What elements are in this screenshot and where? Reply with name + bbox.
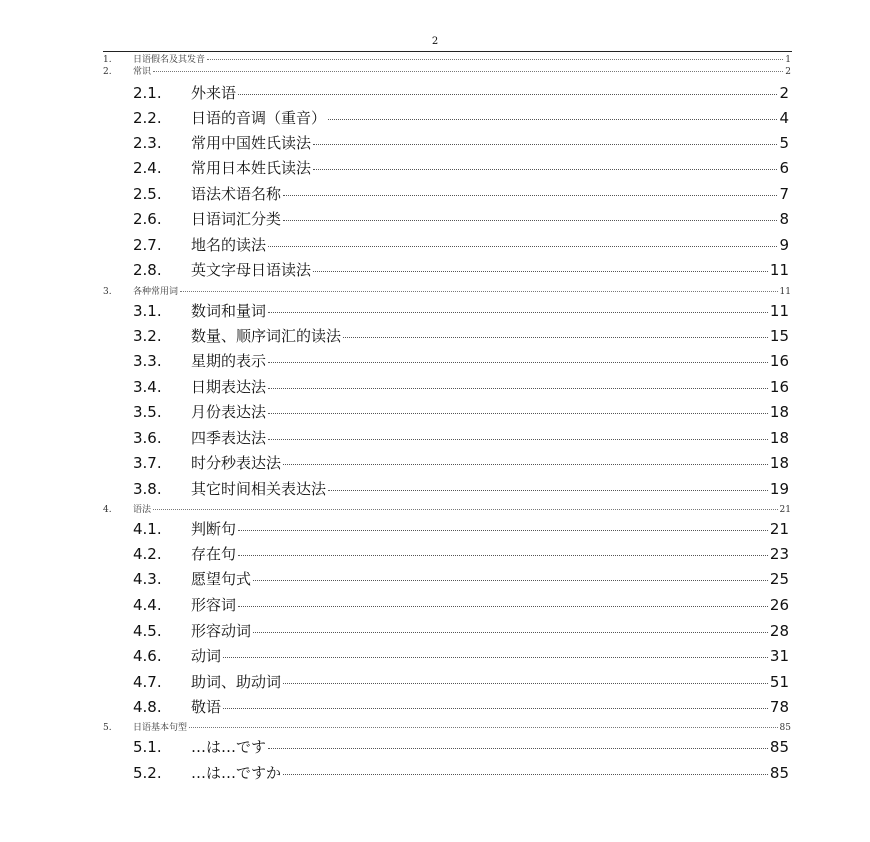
- toc-section-entry[interactable]: [133, 645, 789, 669]
- toc-entry-title: 数量、顺序词汇的读法: [191, 327, 342, 345]
- toc-entry-page: 11: [779, 287, 791, 297]
- toc-entry-title: 日语假名及其发音: [133, 55, 206, 65]
- toc-entry-page: 2: [785, 67, 791, 77]
- toc-dot-leader: [283, 463, 768, 465]
- toc-entry-number: 3.3.: [133, 352, 162, 370]
- toc-entry-title: 语法: [133, 505, 152, 515]
- toc-entry-number: 3.7.: [133, 454, 162, 472]
- toc-entry-number: 4.8.: [133, 698, 162, 716]
- toc-entry-number: 3.8.: [133, 480, 162, 498]
- toc-entry-page: 21: [779, 505, 791, 515]
- toc-section-entry[interactable]: [133, 696, 789, 720]
- toc-section-entry[interactable]: [133, 234, 789, 258]
- toc-section-entry[interactable]: [133, 594, 789, 618]
- toc-entry-number: 5.1.: [133, 738, 162, 756]
- toc-entry-page: 8: [779, 210, 789, 228]
- toc-dot-leader: [313, 168, 777, 170]
- page-number: 2: [431, 36, 439, 47]
- toc-dot-leader: [268, 245, 777, 247]
- toc-entry-number: 5.2.: [133, 764, 162, 782]
- toc-dot-leader: [283, 219, 777, 221]
- toc-entry-title: 常用日本姓氏读法: [191, 159, 312, 177]
- toc-entry-title: 存在句: [191, 545, 237, 563]
- toc-entry-page: 6: [779, 159, 789, 177]
- toc-entry-title: 日语的音调（重音）: [191, 109, 327, 127]
- toc-dot-leader: [238, 93, 777, 95]
- toc-section-entry[interactable]: [133, 259, 789, 283]
- toc-section-entry[interactable]: [133, 762, 789, 786]
- toc-entry-title: 日语基本句型: [133, 723, 188, 733]
- toc-section-entry[interactable]: [133, 376, 789, 400]
- toc-entry-title: 敬语: [191, 698, 222, 716]
- toc-entry-page: 85: [769, 764, 789, 782]
- toc-entry-page: 9: [779, 236, 789, 254]
- toc-entry-title: 语法术语名称: [191, 185, 282, 203]
- toc-entry-page: 2: [779, 84, 789, 102]
- toc-section-entry[interactable]: [133, 568, 789, 592]
- toc-entry-title: 四季表达法: [191, 429, 267, 447]
- toc-entry-number: 3.: [103, 287, 112, 297]
- toc-entry-page: 11: [769, 261, 789, 279]
- toc-entry-title: 数词和量词: [191, 302, 267, 320]
- toc-section-entry[interactable]: [133, 350, 789, 374]
- toc-dot-leader: [238, 529, 768, 531]
- toc-dot-leader: [328, 489, 768, 491]
- toc-entry-page: 25: [769, 570, 789, 588]
- toc-dot-leader: [283, 194, 777, 196]
- toc-entry-number: 2.8.: [133, 261, 162, 279]
- toc-dot-leader: [328, 118, 777, 120]
- toc-chapter-entry[interactable]: [103, 64, 791, 76]
- toc-entry-number: 2.1.: [133, 84, 162, 102]
- toc-dot-leader: [283, 682, 768, 684]
- toc-section-entry[interactable]: [133, 452, 789, 476]
- toc-entry-title: …は…です: [191, 738, 267, 756]
- toc-entry-number: 2.6.: [133, 210, 162, 228]
- toc-section-entry[interactable]: [133, 671, 789, 695]
- toc-section-entry[interactable]: [133, 401, 789, 425]
- toc-entry-page: 51: [769, 673, 789, 691]
- toc-section-entry[interactable]: [133, 325, 789, 349]
- toc-dot-leader: [268, 747, 768, 749]
- toc-section-entry[interactable]: [133, 518, 789, 542]
- toc-entry-page: 85: [769, 738, 789, 756]
- toc-entry-number: 4.6.: [133, 647, 162, 665]
- toc-entry-title: 英文字母日语读法: [191, 261, 312, 279]
- toc-entry-number: 2.7.: [133, 236, 162, 254]
- toc-entry-page: 85: [779, 723, 791, 733]
- toc-section-entry[interactable]: [133, 183, 789, 207]
- toc-dot-leader: [268, 438, 768, 440]
- toc-dot-leader: [180, 290, 778, 292]
- toc-entry-number: 3.5.: [133, 403, 162, 421]
- toc-entry-page: 21: [769, 520, 789, 538]
- toc-entry-title: 日期表达法: [191, 378, 267, 396]
- toc-entry-number: 3.1.: [133, 302, 162, 320]
- toc-dot-leader: [238, 554, 768, 556]
- toc-entry-title: 动词: [191, 647, 222, 665]
- toc-entry-title: 常用中国姓氏读法: [191, 134, 312, 152]
- toc-dot-leader: [189, 726, 778, 728]
- toc-entry-page: 18: [769, 403, 789, 421]
- toc-entry-title: 常识: [133, 67, 152, 77]
- toc-chapter-entry[interactable]: [103, 502, 791, 514]
- toc-entry-number: 2.: [103, 67, 112, 77]
- toc-entry-title: 愿望句式: [191, 570, 252, 588]
- toc-entry-page: 28: [769, 622, 789, 640]
- toc-section-entry[interactable]: [133, 478, 789, 502]
- toc-entry-page: 26: [769, 596, 789, 614]
- toc-entry-title: 形容词: [191, 596, 237, 614]
- toc-chapter-entry[interactable]: [103, 284, 791, 296]
- toc-section-entry[interactable]: [133, 157, 789, 181]
- toc-entry-title: 日语词汇分类: [191, 210, 282, 228]
- toc-entry-page: 15: [769, 327, 789, 345]
- toc-entry-title: 判断句: [191, 520, 237, 538]
- toc-entry-title: 外来语: [191, 84, 237, 102]
- toc-entry-title: 月份表达法: [191, 403, 267, 421]
- toc-dot-leader: [283, 773, 768, 775]
- toc-section-entry[interactable]: [133, 82, 789, 106]
- toc-dot-leader: [313, 270, 768, 272]
- toc-entry-page: 19: [769, 480, 789, 498]
- toc-entry-number: 2.2.: [133, 109, 162, 127]
- toc-entry-page: 1: [785, 55, 791, 65]
- toc-dot-leader: [343, 336, 768, 338]
- toc-entry-number: 4.3.: [133, 570, 162, 588]
- toc-entry-number: 1.: [103, 55, 112, 65]
- toc-entry-page: 4: [779, 109, 789, 127]
- toc-section-entry[interactable]: [133, 427, 789, 451]
- toc-dot-leader: [253, 579, 768, 581]
- toc-entry-number: 2.5.: [133, 185, 162, 203]
- toc-section-entry[interactable]: [133, 736, 789, 760]
- toc-section-entry[interactable]: [133, 132, 789, 156]
- toc-entry-number: 3.6.: [133, 429, 162, 447]
- toc-entry-number: 2.4.: [133, 159, 162, 177]
- toc-dot-leader: [253, 631, 768, 633]
- toc-entry-number: 5.: [103, 723, 112, 733]
- toc-entry-page: 31: [769, 647, 789, 665]
- toc-section-entry[interactable]: [133, 620, 789, 644]
- toc-entry-title: 地名的读法: [191, 236, 267, 254]
- toc-dot-leader: [153, 508, 778, 510]
- toc-entry-number: 4.5.: [133, 622, 162, 640]
- toc-dot-leader: [313, 143, 777, 145]
- toc-entry-page: 18: [769, 429, 789, 447]
- toc-entry-page: 78: [769, 698, 789, 716]
- toc-entry-title: 时分秒表达法: [191, 454, 282, 472]
- toc-dot-leader: [223, 707, 768, 709]
- toc-dot-leader: [268, 387, 768, 389]
- toc-chapter-entry[interactable]: [103, 720, 791, 732]
- toc-entry-number: 4.1.: [133, 520, 162, 538]
- toc-dot-leader: [268, 412, 768, 414]
- toc-entry-number: 4.4.: [133, 596, 162, 614]
- toc-entry-page: 16: [769, 378, 789, 396]
- toc-dot-leader: [238, 605, 768, 607]
- toc-entry-page: 18: [769, 454, 789, 472]
- toc-chapter-entry[interactable]: [103, 52, 791, 64]
- toc-entry-number: 3.4.: [133, 378, 162, 396]
- toc-entry-page: 23: [769, 545, 789, 563]
- toc-dot-leader: [207, 58, 783, 60]
- toc-section-entry[interactable]: [133, 300, 789, 324]
- toc-entry-page: 16: [769, 352, 789, 370]
- toc-entry-title: 星期的表示: [191, 352, 267, 370]
- toc-entry-number: 4.: [103, 505, 112, 515]
- toc-entry-title: …は…ですか: [191, 764, 282, 782]
- toc-entry-page: 7: [779, 185, 789, 203]
- toc-section-entry[interactable]: [133, 543, 789, 567]
- toc-entry-title: 助词、助动词: [191, 673, 282, 691]
- toc-entry-title: 各种常用词: [133, 287, 179, 297]
- toc-dot-leader: [268, 361, 768, 363]
- toc-entry-page: 5: [779, 134, 789, 152]
- toc-entry-page: 11: [769, 302, 789, 320]
- toc-entry-number: 4.2.: [133, 545, 162, 563]
- toc-entry-number: 2.3.: [133, 134, 162, 152]
- toc-section-entry[interactable]: [133, 107, 789, 131]
- toc-dot-leader: [268, 311, 768, 313]
- toc-dot-leader: [153, 70, 783, 72]
- toc-entry-number: 3.2.: [133, 327, 162, 345]
- toc-entry-title: 形容动词: [191, 622, 252, 640]
- toc-entry-number: 4.7.: [133, 673, 162, 691]
- toc-entry-title: 其它时间相关表达法: [191, 480, 327, 498]
- toc-section-entry[interactable]: [133, 208, 789, 232]
- toc-dot-leader: [223, 656, 768, 658]
